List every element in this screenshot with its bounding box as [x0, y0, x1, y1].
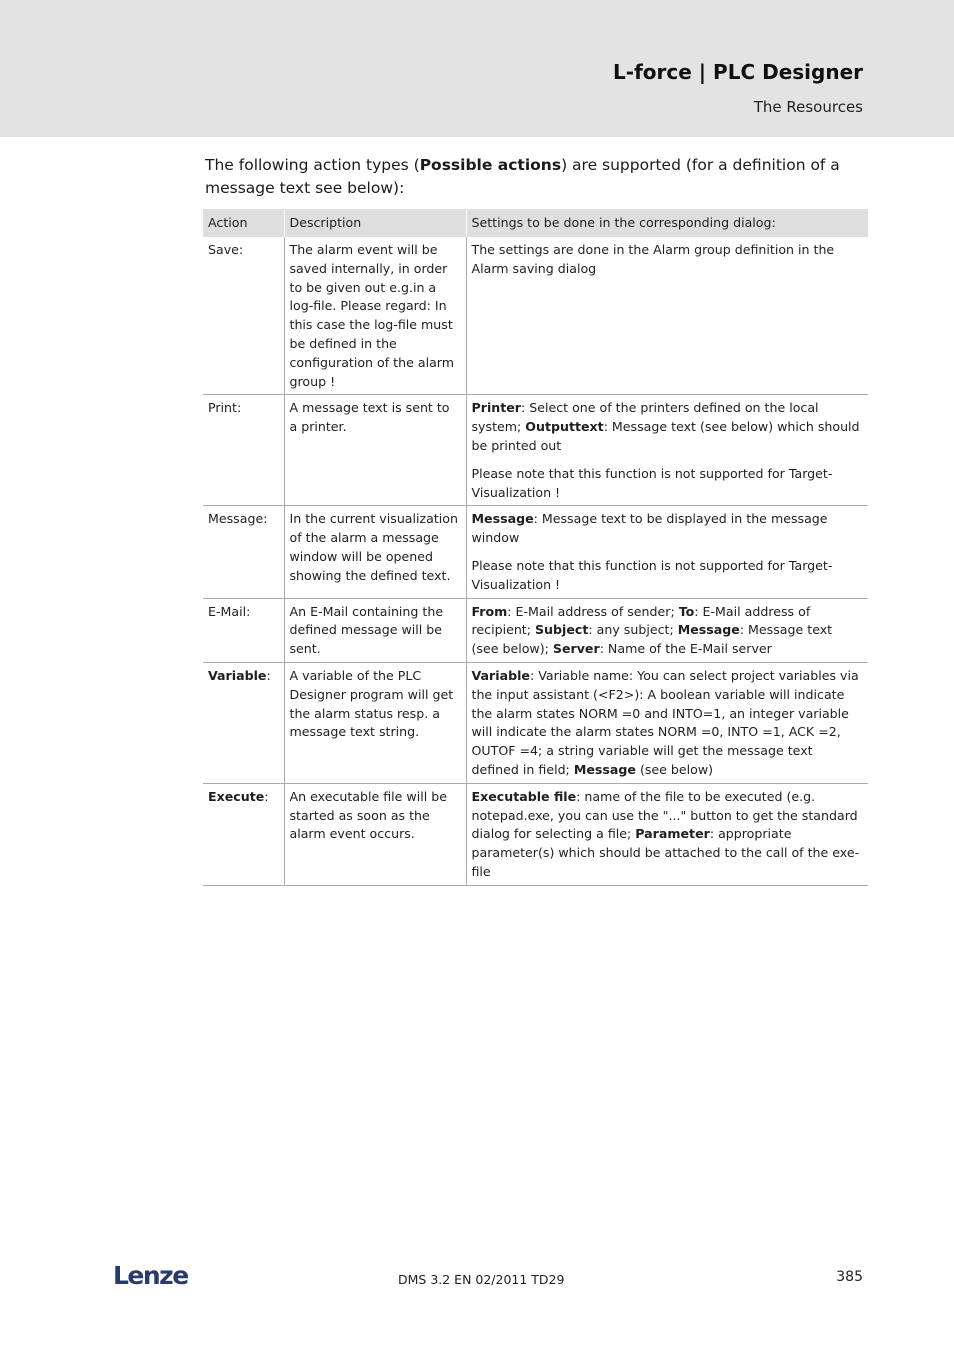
settings-text: : E-Mail address of recipient;	[471, 603, 811, 638]
settings-term: Executable file	[471, 788, 577, 804]
settings-term: From	[471, 603, 508, 619]
action-cell	[203, 598, 284, 662]
description-cell: In the current visualization of the alarm a message window will be opened showing the defined text.	[284, 506, 466, 598]
action-cell	[203, 662, 284, 783]
settings-text: : name of the file to be executed (e.g. notepad.exe, you can use the "..." button to get the standard dialog for selecting a file;	[471, 788, 858, 842]
table-header-row	[203, 209, 868, 237]
action-label: Execute	[208, 788, 265, 804]
action-label: Save:	[208, 242, 244, 257]
intro-text-before: The following action types (	[205, 156, 420, 174]
settings-paragraph	[472, 788, 864, 882]
settings-paragraph	[472, 557, 864, 595]
settings-term: Printer	[471, 400, 521, 416]
description-cell: The alarm event will be saved internally, in order to be given out e.g.in a log-file. Please regard: In this case the log-file must be defined in the configuration of the alarm group !	[284, 237, 466, 395]
settings-term: Outputtext	[525, 419, 604, 435]
settings-text: (see below)	[635, 761, 714, 777]
action-cell	[203, 395, 284, 506]
settings-cell	[466, 237, 868, 395]
action-cell	[203, 783, 284, 885]
column-header-settings: Settings to be done in the corresponding dialog:	[466, 209, 868, 237]
table-body	[203, 237, 868, 885]
description-cell: A variable of the PLC Designer program will get the alarm status resp. a message text string.	[284, 662, 466, 783]
settings-term: Parameter	[635, 826, 710, 842]
settings-term: Server	[552, 641, 600, 657]
settings-text: : Message text to be displayed in the message window	[471, 511, 828, 546]
settings-paragraph	[472, 241, 864, 279]
settings-text: : any subject;	[588, 622, 678, 638]
intro-text-after: ) are supported (for a definition of a message text see below):	[205, 156, 840, 197]
settings-text: : Variable name: You can select project variables via the input assistant (<F2>): A boolean variable will indicate the alarm states NORM =0 and INTO=1, an integer variable will indicate the alarm states NORM =0, INTO =1, ACK =2, OUTOF =4; a string variable will get the message text defined in field;	[471, 667, 859, 777]
settings-paragraph	[472, 510, 864, 548]
description-cell: An E-Mail containing the defined message will be sent.	[284, 598, 466, 662]
lenze-logo: Lenze	[113, 1261, 188, 1290]
settings-text: : Message text (see below) which should be printed out	[471, 419, 860, 453]
settings-text: : appropriate parameter(s) which should be attached to the call of the exe-file	[471, 826, 860, 879]
document-title: L-force | PLC Designer	[613, 60, 863, 84]
settings-cell	[466, 395, 868, 506]
document-id: DMS 3.2 EN 02/2011 TD29	[398, 1272, 565, 1287]
table-row	[203, 395, 868, 506]
description-cell: A message text is sent to a printer.	[284, 395, 466, 506]
settings-term: Message	[677, 622, 740, 638]
table-row	[203, 598, 868, 662]
settings-paragraph	[472, 667, 864, 780]
column-header-description: Description	[284, 209, 466, 237]
settings-term: To	[678, 603, 695, 619]
settings-text: : E-Mail address of sender;	[507, 603, 679, 619]
settings-text: The settings are done in the Alarm group definition in the Alarm saving dialog	[471, 242, 835, 276]
settings-term: Message	[573, 761, 636, 777]
actions-table	[203, 209, 868, 886]
settings-paragraph	[472, 399, 864, 455]
settings-term: Variable	[471, 667, 530, 683]
intro-paragraph	[205, 154, 845, 200]
description-cell: An executable file will be started as soon as the alarm event occurs.	[284, 783, 466, 885]
action-label-suffix: :	[264, 788, 269, 804]
column-header-action: Action	[203, 209, 284, 237]
action-cell	[203, 237, 284, 395]
table-row	[203, 237, 868, 395]
action-label: Message:	[208, 511, 268, 527]
action-label: E-Mail:	[208, 603, 251, 619]
intro-text-bold: Possible actions	[419, 156, 562, 174]
page-number: 385	[836, 1269, 863, 1285]
settings-text: : Select one of the printers defined on the local system;	[471, 400, 819, 435]
settings-paragraph	[472, 603, 864, 659]
action-cell	[203, 506, 284, 598]
action-label: Print:	[208, 400, 242, 416]
settings-text: Please note that this function is not supported for Target-Visualization !	[471, 557, 833, 592]
section-title: The Resources	[753, 98, 863, 116]
page-header	[0, 0, 954, 137]
table-row	[203, 662, 868, 783]
action-label-suffix: :	[266, 667, 271, 683]
settings-term: Subject	[534, 622, 589, 638]
settings-text: Please note that this function is not supported for Target-Visualization !	[471, 465, 833, 500]
settings-term: Message	[471, 511, 534, 527]
settings-cell	[466, 783, 868, 885]
settings-cell	[466, 506, 868, 598]
settings-cell	[466, 598, 868, 662]
settings-cell	[466, 662, 868, 783]
settings-text: : Message text (see below);	[471, 622, 833, 657]
table-row	[203, 506, 868, 598]
settings-text: : Name of the E-Mail server	[599, 641, 772, 657]
settings-paragraph	[472, 465, 864, 503]
action-label: Variable	[208, 667, 267, 683]
table-row	[203, 783, 868, 885]
